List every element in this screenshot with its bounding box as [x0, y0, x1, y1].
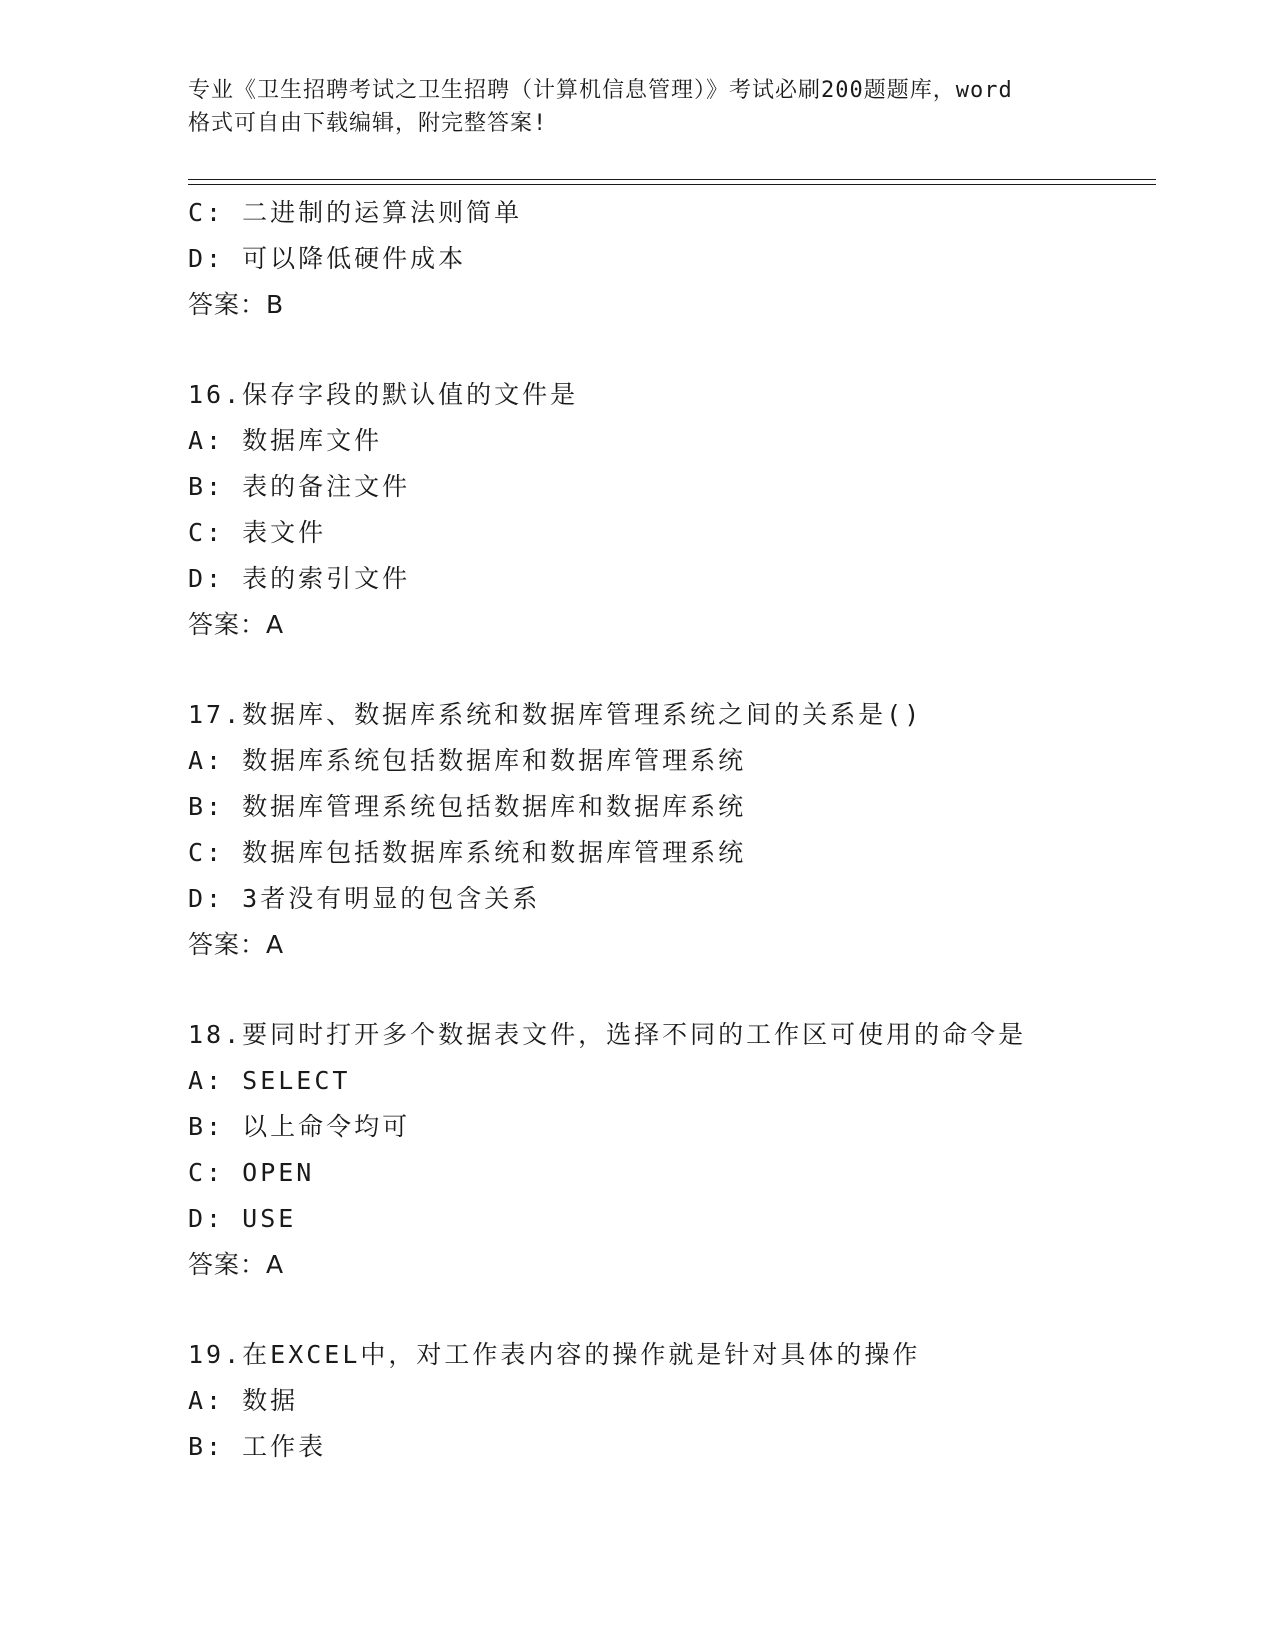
header-divider-bottom — [188, 184, 1156, 185]
option-a: A: 数据库文件 — [188, 426, 383, 455]
question-block-18 — [188, 1012, 1156, 1288]
option-c: C: 二进制的运算法则简单 — [188, 198, 523, 227]
question-stem: 18.要同时打开多个数据表文件，选择不同的工作区可使用的命令是 — [188, 1020, 1027, 1049]
header-line-2: 格式可自由下载编辑，附完整答案! — [188, 111, 548, 136]
answer-line: 答案：A — [188, 610, 285, 639]
option-b: B: 表的备注文件 — [188, 472, 411, 501]
document-header — [188, 74, 1088, 140]
header-divider-top — [188, 179, 1156, 180]
header-line-1: 专业《卫生招聘考试之卫生招聘（计算机信息管理）》考试必刷200题题库，word — [188, 78, 1013, 103]
question-list — [188, 190, 1156, 1470]
option-b: B: 工作表 — [188, 1432, 327, 1461]
question-stem: 19.在EXCEL中，对工作表内容的操作就是针对具体的操作 — [188, 1340, 921, 1369]
option-c: C: OPEN — [188, 1158, 315, 1187]
question-stem: 16.保存字段的默认值的文件是 — [188, 380, 579, 409]
option-c: C: 数据库包括数据库系统和数据库管理系统 — [188, 838, 747, 867]
question-block-19 — [188, 1332, 1156, 1470]
option-d: D: 3者没有明显的包含关系 — [188, 884, 541, 913]
answer-line: 答案：A — [188, 1250, 285, 1279]
question-stem: 17.数据库、数据库系统和数据库管理系统之间的关系是() — [188, 700, 923, 729]
option-a: A: 数据 — [188, 1386, 299, 1415]
option-b: B: 数据库管理系统包括数据库和数据库系统 — [188, 792, 747, 821]
option-a: A: SELECT — [188, 1066, 351, 1095]
option-c: C: 表文件 — [188, 518, 327, 547]
option-d: D: 表的索引文件 — [188, 564, 411, 593]
question-block-16 — [188, 372, 1156, 648]
option-d: D: 可以降低硬件成本 — [188, 244, 467, 273]
option-a: A: 数据库系统包括数据库和数据库管理系统 — [188, 746, 747, 775]
answer-line: 答案：B — [188, 290, 285, 319]
question-block-partial — [188, 190, 1156, 328]
option-d: D: USE — [188, 1204, 297, 1233]
question-block-17 — [188, 692, 1156, 968]
option-b: B: 以上命令均可 — [188, 1112, 411, 1141]
answer-line: 答案：A — [188, 930, 285, 959]
